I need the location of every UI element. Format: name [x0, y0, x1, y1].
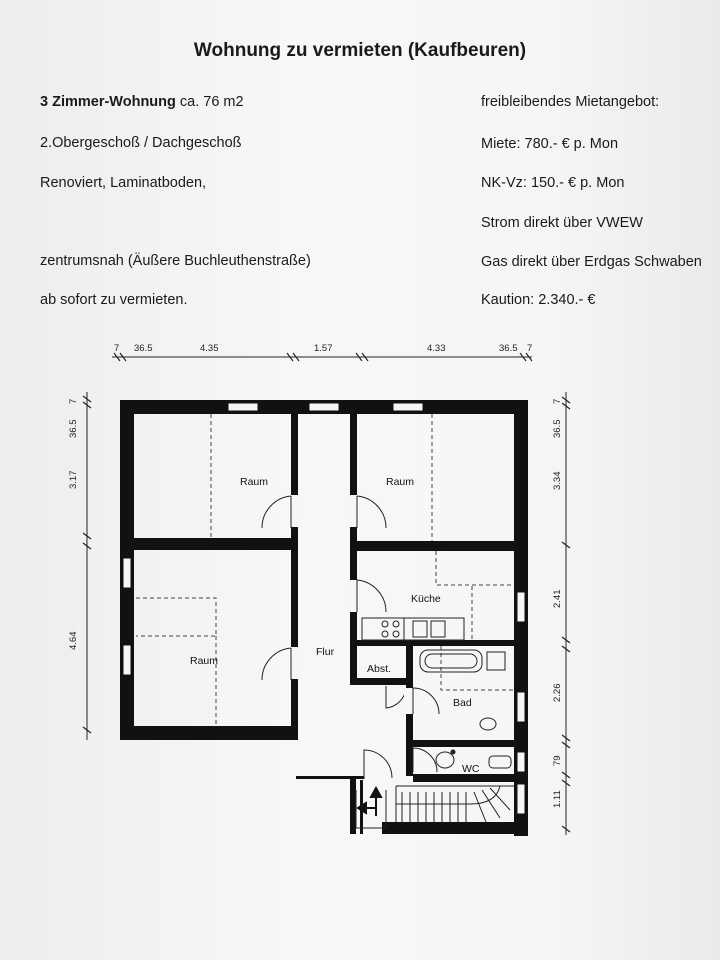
floor-line: 2.Obergeschoß / Dachgeschoß	[40, 135, 242, 151]
dim-right-6: 79	[552, 755, 563, 766]
dim-right-4: 2.41	[552, 589, 563, 608]
dim-left-4: 4.64	[68, 631, 79, 650]
page-title: Wohnung zu vermieten (Kaufbeuren)	[193, 40, 527, 61]
right-dimension-line	[562, 392, 570, 835]
location-line: zentrumsnah (Äußere Buchleuthenstraße)	[40, 253, 311, 269]
dim-right-7: 1.11	[552, 790, 563, 808]
kitchen-counter	[362, 618, 464, 640]
top-dimension-line	[112, 353, 532, 361]
rooms-count: 3 Zimmer-Wohnung	[40, 94, 176, 110]
gas-line: Gas direkt über Erdgas Schwaben	[481, 254, 702, 270]
deposit-line: Kaution: 2.340.- €	[481, 292, 596, 308]
rent-line: Miete: 780.- € p. Mon	[481, 136, 619, 152]
offer-line: freibleibendes Mietangebot:	[481, 94, 660, 110]
condition-line: Renoviert, Laminatboden,	[40, 175, 207, 191]
inner-walls	[134, 400, 514, 834]
staircase	[356, 786, 514, 828]
room-label-raum-3: Raum	[190, 655, 219, 667]
dim-top-5: 4.33	[427, 343, 446, 354]
left-dimension-line	[83, 392, 91, 740]
dim-top-1: 7	[114, 343, 120, 354]
power-line: Strom direkt über VWEW	[481, 215, 643, 231]
room-label-abst: Abst.	[367, 663, 391, 675]
dim-right-1: 36.5	[552, 419, 563, 438]
windows	[123, 403, 525, 814]
dim-right-3: 3.34	[552, 471, 563, 490]
area: ca. 76 m2	[175, 94, 244, 110]
dim-top-7: 7	[527, 343, 533, 354]
room-label-bad: Bad	[453, 697, 472, 709]
furniture-outlines	[136, 414, 514, 726]
room-label-kueche: Küche	[411, 593, 441, 605]
room-label-flur: Flur	[316, 646, 335, 658]
availability-line: ab sofort zu vermieten.	[40, 292, 188, 308]
dim-left-3: 3.17	[68, 470, 79, 489]
room-label-raum-1: Raum	[240, 476, 269, 488]
nk-line: NK-Vz: 150.- € p. Mon	[481, 175, 625, 191]
dim-top-6: 36.5	[499, 343, 518, 354]
dim-right-5: 2.26	[552, 683, 563, 702]
dim-top-4: 1.57	[314, 343, 333, 354]
dim-left-1: 36.5	[68, 419, 79, 438]
dim-right-2: 7	[552, 398, 563, 404]
room-label-wc: WC	[462, 763, 480, 775]
dim-left-2: 7	[68, 398, 79, 404]
dim-top-2: 36.5	[134, 343, 153, 354]
dim-top-3: 4.35	[200, 343, 219, 354]
room-label-raum-2: Raum	[386, 476, 415, 488]
bathroom-fixtures	[420, 650, 511, 768]
